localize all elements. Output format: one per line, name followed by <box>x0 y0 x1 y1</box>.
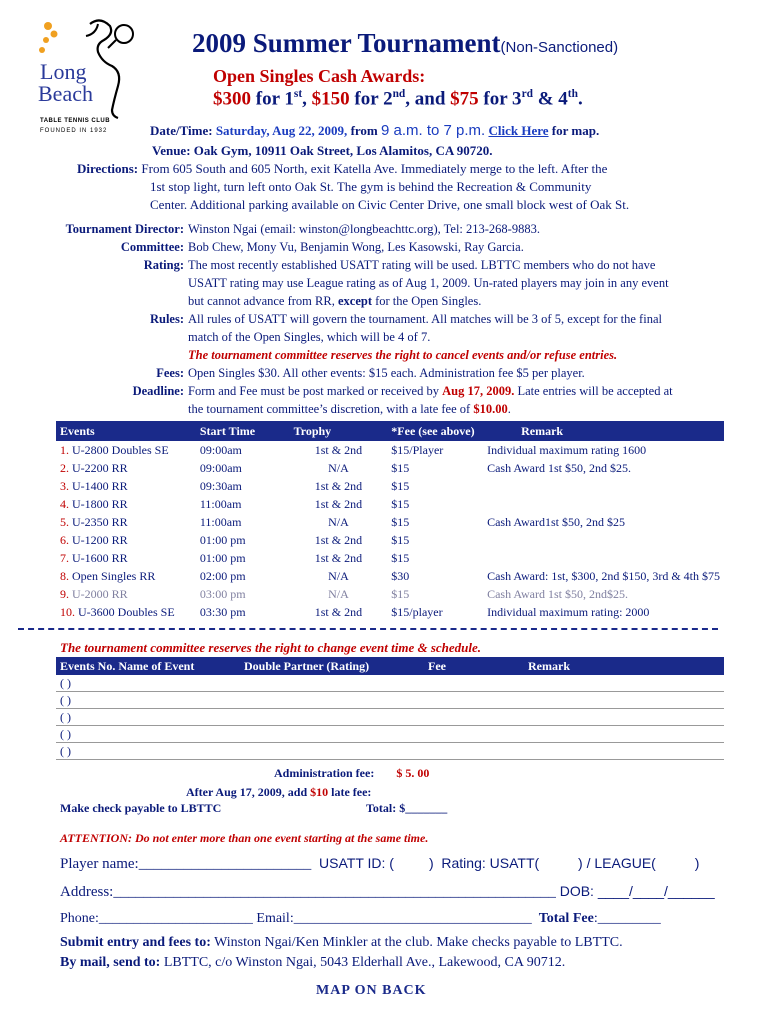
fees-value: Open Singles $30. All other events: $15 each. Administration fee $5 per player. <box>188 366 585 380</box>
event-row <box>56 513 724 531</box>
event-cell-name <box>56 567 196 585</box>
logo-club: TABLE TENNIS CLUB <box>40 118 111 124</box>
tournament-info <box>38 220 738 418</box>
event-cell-remark: Cash Award: 1st, $300, 2nd $150, 3rd & 4th $75 <box>487 568 720 583</box>
event-number: 4. <box>60 496 69 511</box>
event-cell-name <box>56 585 196 603</box>
event-cell-name <box>56 603 196 621</box>
dob-field[interactable]: DOB: ____/____/______ <box>555 883 715 899</box>
award-3-sup: rd <box>521 88 533 100</box>
rating-line-3c: for the Open Singles. <box>371 294 482 308</box>
entry-slot[interactable]: ( ) <box>56 692 240 709</box>
player-name-label: Player name: <box>60 856 139 872</box>
event-cell-remark: Individual maximum rating 1600 <box>487 442 647 457</box>
submit-text: Winston Ngai/Ken Minkler at the club. Make checks payable to LBTTC. <box>210 935 623 950</box>
event-cell-fee: $30 <box>391 568 410 583</box>
entry-col-remark: Remark <box>524 657 724 675</box>
rules-label: Rules: <box>149 312 184 326</box>
late-fee-text: the tournament committee’s discretion, with a late fee of <box>188 402 474 416</box>
award-3-text: for 3 <box>478 88 522 110</box>
event-cell-fee: $15/Player <box>391 442 444 457</box>
event-number: 6. <box>60 532 69 547</box>
directions-line-3: Center. Additional parking available on Civic Center Drive, one small block west of Oak St. <box>150 197 630 212</box>
player-name-field[interactable]: _______________________ <box>138 856 312 872</box>
event-cell-remark <box>483 495 724 513</box>
player-line[interactable] <box>60 855 699 873</box>
event-number: 9. <box>60 586 69 601</box>
rating-label: Rating: <box>143 258 184 272</box>
entry-col-event: Events No. Name of Event <box>56 657 240 675</box>
event-name: U-2350 RR <box>69 514 128 529</box>
entry-table <box>56 657 724 760</box>
venue-label: Venue: <box>152 143 194 158</box>
entry-slot[interactable]: ( ) <box>56 675 240 692</box>
event-row <box>56 531 724 549</box>
admin-fee-amount: $ 5. 00 <box>396 766 430 780</box>
events-col-start: Start Time <box>196 421 290 441</box>
event-cell-time: 03:00 pm <box>199 586 246 601</box>
entry-row[interactable] <box>56 726 724 743</box>
award-2-amount: $150 <box>311 88 350 110</box>
event-cell-name <box>56 531 196 549</box>
entry-header-row <box>56 657 724 675</box>
entry-row[interactable] <box>56 675 724 692</box>
award-3-amount: $75 <box>450 88 479 110</box>
event-number: 10. <box>60 604 75 619</box>
event-cell-trophy: 1st & 2nd <box>314 532 363 547</box>
event-row <box>56 549 724 567</box>
event-cell-fee: $15 <box>391 496 410 511</box>
event-cell-name <box>56 549 196 567</box>
event-row <box>56 477 724 495</box>
event-cell-fee: $15 <box>391 586 410 601</box>
attention-note: ATTENTION: Do not enter more than one event starting at the same time. <box>60 831 429 845</box>
directions-line-1: From 605 South and 605 North, exit Katella Ave. Immediately merge to the left. After the <box>141 161 608 176</box>
rules-warning: The tournament committee reserves the right to cancel events and/or refuse entries. <box>188 348 618 362</box>
submit-label: Submit entry and fees to: <box>60 935 211 950</box>
events-col-remark: Remark <box>483 421 724 441</box>
event-number: 7. <box>60 550 69 565</box>
event-row <box>56 441 724 459</box>
fees-label: Fees: <box>156 366 184 380</box>
event-name: U-2200 RR <box>69 460 128 475</box>
late-fee-line <box>186 785 371 800</box>
late-fee-text-b: late fee: <box>328 785 372 799</box>
usatt-rating-field[interactable]: USATT ID: ( ) Rating: USATT( ) / LEAGUE( ) <box>311 855 700 871</box>
mail-label: By mail, send to: <box>60 955 161 970</box>
rules-value <box>188 310 733 364</box>
event-row <box>56 495 724 513</box>
director-label: Tournament Director: <box>65 222 184 236</box>
events-body <box>56 441 724 621</box>
committee-label: Committee: <box>120 240 184 254</box>
event-cell-trophy: 1st & 2nd <box>314 496 363 511</box>
admin-fee <box>274 766 429 781</box>
event-cell-remark <box>483 531 724 549</box>
deadline-text-b: Late entries will be accepted at <box>514 384 673 398</box>
event-cell-trophy: N/A <box>328 586 349 601</box>
deadline-label: Deadline: <box>132 384 184 398</box>
deadline-text-a: Form and Fee must be post marked or received by <box>188 384 443 398</box>
entry-col-partner: Double Partner (Rating) <box>240 657 424 675</box>
total-fee-label: Total Fee <box>538 911 594 926</box>
event-name: Open Singles RR <box>69 568 156 583</box>
deadline-date: Aug 17, 2009. <box>442 384 515 398</box>
event-name: U-1800 RR <box>69 496 128 511</box>
event-cell-fee: $15 <box>391 478 410 493</box>
event-cell-trophy: N/A <box>328 568 349 583</box>
event-cell-name <box>56 495 196 513</box>
event-number: 8. <box>60 568 69 583</box>
events-col-fee: *Fee (see above) <box>387 421 483 441</box>
committee-value: Bob Chew, Mony Vu, Benjamin Wong, Les Kasowski, Ray Garcia. <box>188 240 524 254</box>
event-cell-name <box>56 459 196 477</box>
event-cell-time: 09:00am <box>199 460 242 475</box>
award-2-text: for 2 <box>349 88 393 110</box>
mail-text: LBTTC, c/o Winston Ngai, 5043 Elderhall Ave., Lakewood, CA 90712. <box>160 955 566 970</box>
award-4-sup: th <box>567 88 578 100</box>
event-cell-trophy: 1st & 2nd <box>314 442 363 457</box>
rules-line-2: match of the Open Singles, which will be 4 of 7. <box>188 330 431 344</box>
award-4-text: & 4 <box>532 88 568 110</box>
total-fee-field[interactable]: :_________ <box>593 911 661 926</box>
event-name: U-2000 RR <box>69 586 128 601</box>
late-fee-period: . <box>507 402 511 416</box>
page-title <box>192 28 618 59</box>
event-cell-trophy: N/A <box>328 514 349 529</box>
directions-line-2: 1st stop light, turn left onto Oak St. The gym is behind the Recreation & Community <box>150 179 592 194</box>
event-cell-trophy: 1st & 2nd <box>314 550 363 565</box>
datetime-label: Date/Time: <box>150 123 216 138</box>
event-number: 3. <box>60 478 69 493</box>
admin-fee-label: Administration fee: <box>274 766 375 780</box>
event-cell-fee: $15 <box>391 460 410 475</box>
event-cell-name <box>56 477 196 495</box>
event-row <box>56 603 724 621</box>
event-cell-fee: $15 <box>391 532 410 547</box>
schedule-warning: The tournament committee reserves the right to change event time & schedule. <box>60 640 482 655</box>
sanction-label: (Non-Sanctioned) <box>500 39 619 56</box>
events-col-events: Events <box>56 421 196 441</box>
datetime-line <box>150 122 599 139</box>
entry-slot[interactable]: ( ) <box>56 743 240 760</box>
event-number: 5. <box>60 514 69 529</box>
club-logo <box>38 14 146 142</box>
rating-value <box>188 256 733 310</box>
events-header-row <box>56 421 724 441</box>
event-name: U-2800 Doubles SE <box>69 442 169 457</box>
event-name: U-1600 RR <box>69 550 128 565</box>
award-1-text: for 1 <box>251 88 294 110</box>
rating-line-3a: but cannot advance from RR, <box>188 294 338 308</box>
late-fee-value: $10 <box>310 785 329 799</box>
rating-line-1: The most recently established USATT rating will be used. LBTTC members who do not have <box>188 258 656 272</box>
rating-line-2: USATT rating may use League rating as of Aug 1, 2009. Un-rated players may join in any event <box>188 276 669 290</box>
from-text: from <box>347 123 382 138</box>
event-cell-time: 03:30 pm <box>199 604 246 619</box>
late-fee-text-a: After Aug 17, 2009, add <box>186 785 311 799</box>
directions <box>77 160 717 214</box>
for-map-text: for map. <box>548 123 600 138</box>
awards-title: Open Singles Cash Awards: <box>213 66 426 86</box>
event-cell-time: 01:00 pm <box>199 550 246 565</box>
awards-line: $300 for 1st, $150 for 2nd, and $75 for 3rd & 4th. <box>213 88 583 110</box>
event-cell-time: 02:00 pm <box>199 568 246 583</box>
event-cell-time: 09:00am <box>199 442 242 457</box>
address-field[interactable]: ___________________________________________________________ <box>113 884 556 900</box>
entry-row[interactable] <box>56 709 724 726</box>
map-on-back[interactable]: MAP ON BACK <box>316 983 427 998</box>
director-value: Winston Ngai (email: winston@longbeachttc.org), Tel: 213-268-9883. <box>188 222 540 236</box>
rating-except: except <box>337 294 372 308</box>
event-name: U-3600 Doubles SE <box>75 604 175 619</box>
award-1-sup: st <box>293 88 303 100</box>
logo-long: Long <box>40 59 87 84</box>
event-cell-remark <box>483 477 724 495</box>
late-fee-amount: $10.00 <box>473 402 508 416</box>
event-cell-remark: Individual maximum rating: 2000 <box>487 604 650 619</box>
event-cell-fee: $15 <box>391 514 410 529</box>
event-cell-time: 09:30am <box>199 478 242 493</box>
venue-value: Oak Gym, 10911 Oak Street, Los Alamitos, CA 90720. <box>193 143 493 158</box>
event-cell-fee: $15/player <box>391 604 443 619</box>
make-check: Make check payable to LBTTC <box>60 801 222 815</box>
event-cell-trophy: 1st & 2nd <box>314 478 363 493</box>
phone-email-field[interactable]: Phone:______________________ Email:__________________________________ <box>60 911 539 926</box>
event-number: 2. <box>60 460 69 475</box>
event-row <box>56 459 724 477</box>
events-table <box>56 421 724 621</box>
event-name: U-1400 RR <box>69 478 128 493</box>
phone-line[interactable] <box>60 911 661 927</box>
map-link[interactable]: Click Here <box>488 123 549 138</box>
title-text: 2009 Summer Tournament <box>192 28 501 58</box>
entry-row[interactable] <box>56 743 724 760</box>
submit-line <box>60 935 623 951</box>
event-cell-trophy: N/A <box>328 460 349 475</box>
logo-beach: Beach <box>38 81 93 106</box>
logo-founded: FOUNDED IN 1932 <box>40 128 108 134</box>
rules-line-1: All rules of USATT will govern the tournament. All matches will be 3 of 5, except for the final <box>188 312 662 326</box>
event-cell-time: 01:00 pm <box>199 532 246 547</box>
event-cell-time: 11:00am <box>199 496 242 511</box>
divider <box>18 628 718 630</box>
event-cell-name <box>56 441 196 459</box>
entry-row[interactable] <box>56 692 724 709</box>
event-row <box>56 585 724 603</box>
event-cell-remark: Cash Award1st $50, 2nd $25 <box>487 514 625 529</box>
mail-line <box>60 955 565 971</box>
deadline-value <box>188 382 733 418</box>
event-cell-time: 11:00am <box>199 514 242 529</box>
award-1-amount: $300 <box>213 88 251 110</box>
event-cell-remark: Cash Award 1st $50, 2nd$25. <box>487 586 628 601</box>
entry-col-fee: Fee <box>424 657 524 675</box>
address-label: Address: <box>60 884 114 900</box>
entry-slot[interactable]: ( ) <box>56 709 240 726</box>
total-field[interactable]: Total: $_______ <box>366 801 448 815</box>
directions-label: Directions: <box>77 161 139 176</box>
event-cell-trophy: 1st & 2nd <box>314 604 363 619</box>
event-number: 1. <box>60 442 69 457</box>
event-row <box>56 567 724 585</box>
event-cell-name <box>56 513 196 531</box>
award-2-sup: nd <box>392 88 406 100</box>
event-cell-remark: Cash Award 1st $50, 2nd $25. <box>487 460 631 475</box>
events-col-trophy: Trophy <box>290 421 388 441</box>
datetime-value: Saturday, Aug 22, 2009, <box>215 123 348 138</box>
entry-slot[interactable]: ( ) <box>56 726 240 743</box>
address-line[interactable] <box>60 883 715 901</box>
venue-line <box>152 143 493 159</box>
time-range: 9 a.m. to 7 p.m. <box>381 122 486 139</box>
event-name: U-1200 RR <box>69 532 128 547</box>
event-cell-fee: $15 <box>391 550 410 565</box>
event-cell-remark <box>483 549 724 567</box>
